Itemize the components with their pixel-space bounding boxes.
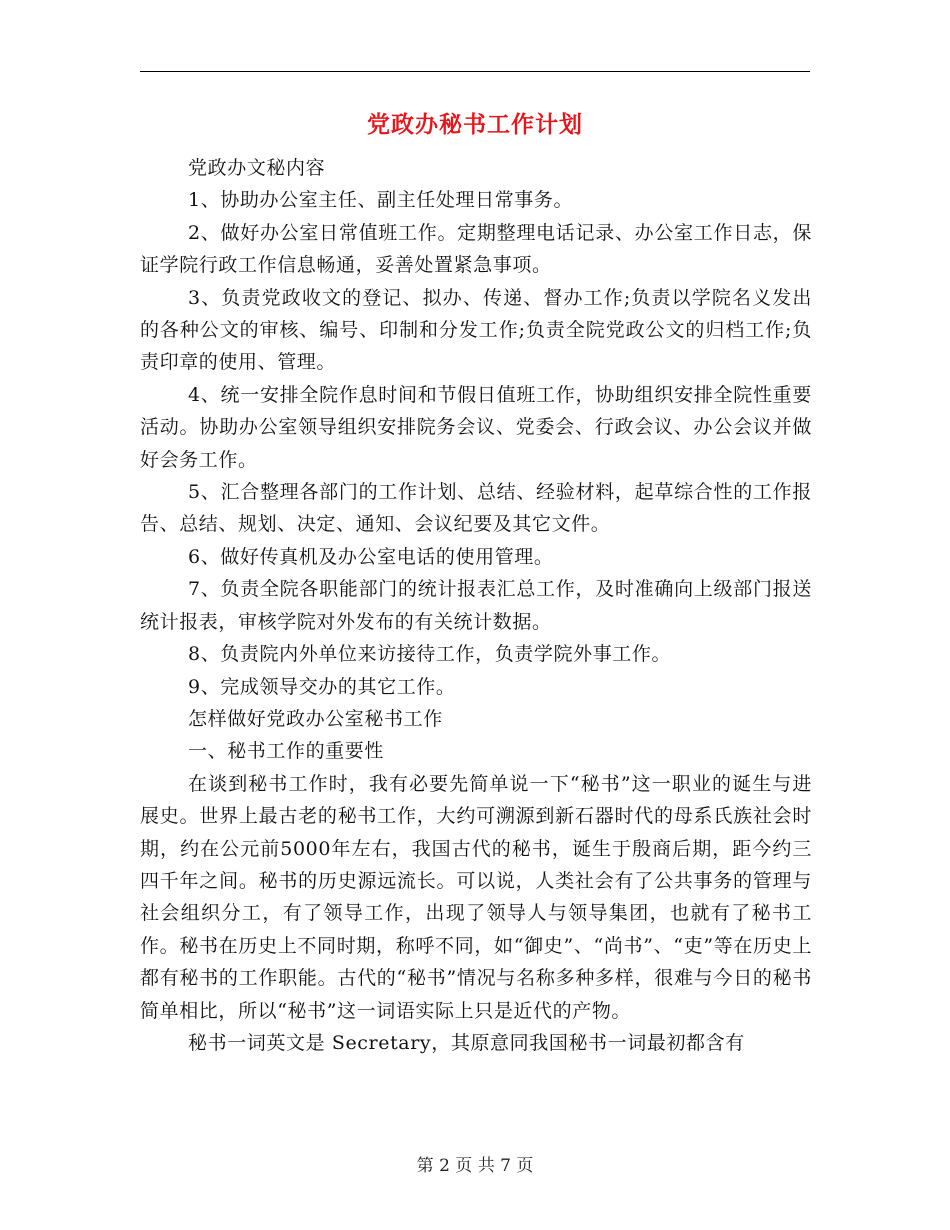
paragraph: 1、协助办公室主任、副主任处理日常事务。 [188, 189, 574, 212]
paragraph: 党政办文秘内容 [188, 157, 326, 179]
paragraph: 8、负责院内外单位来访接待工作，负责学院外事工作。 [188, 643, 672, 666]
paragraph: 怎样做好党政办公室秘书工作 [188, 707, 443, 730]
paragraph: 3、负责党政收文的登记、拟办、传递、督办工作;负责以学院名义发出的各种公文的审核、编号、印制和分发工作;负责全院党政公文的归档工作;负责印章的使用、管理。 [140, 286, 812, 374]
paragraph: 7、负责全院各职能部门的统计报表汇总工作，及时准确向上级部门报送统计报表，审核学院对外发布的有关统计数据。 [140, 578, 812, 633]
paragraph: 在谈到秘书工作时，我有必要先简单说一下“秘书”这一职业的诞生与进展史。世界上最古老的秘书工作，大约可溯源到新石器时代的母系氏族社会时期，约在公元前5000年左右，我国古代的秘书，诞生于殷商后期，距今约三四千年之间。秘书的历史源远流长。可以说，人类社会有了公共事务的管理与社会组织分工，有了领导工作，出现了领导人与领导集团，也就有了秘书工作。秘书在历史上不同时期，称呼不同，如“御史”、“尚书”、“吏”等在历史上都有秘书的工作职能。古代的“秘书”情况与名称多种多样，很难与今日的秘书简单相比，所以“秘书”这一词语实际上只是近代的产物。 [140, 772, 812, 1022]
paragraph: 2、做好办公室日常值班工作。定期整理电话记录、办公室工作日志，保证学院行政工作信息畅通，妥善处置紧急事项。 [140, 221, 812, 277]
document-body [140, 152, 812, 1059]
paragraph: 5、汇合整理各部门的工作计划、总结、经验材料，起草综合性的工作报告、总结、规划、决定、通知、会议纪要及其它文件。 [140, 481, 812, 536]
paragraph: 6、做好传真机及办公室电话的使用管理。 [188, 545, 554, 568]
paragraph: 4、统一安排全院作息时间和节假日值班工作，协助组织安排全院性重要活动。协助办公室领导组织安排院务会议、党委会、行政会议、办公会议并做好会务工作。 [140, 383, 812, 471]
paragraph: 9、完成领导交办的其它工作。 [188, 675, 456, 698]
paragraph: 一、秘书工作的重要性 [188, 740, 385, 763]
document-title: 党政办秘书工作计划 [367, 111, 583, 138]
page-number-footer: 第 2 页 共 7 页 [416, 1156, 534, 1176]
header-rule [140, 71, 810, 72]
paragraph: 秘书一词英文是 Secretary，其原意同我国秘书一词最初都含有 [188, 1031, 745, 1054]
